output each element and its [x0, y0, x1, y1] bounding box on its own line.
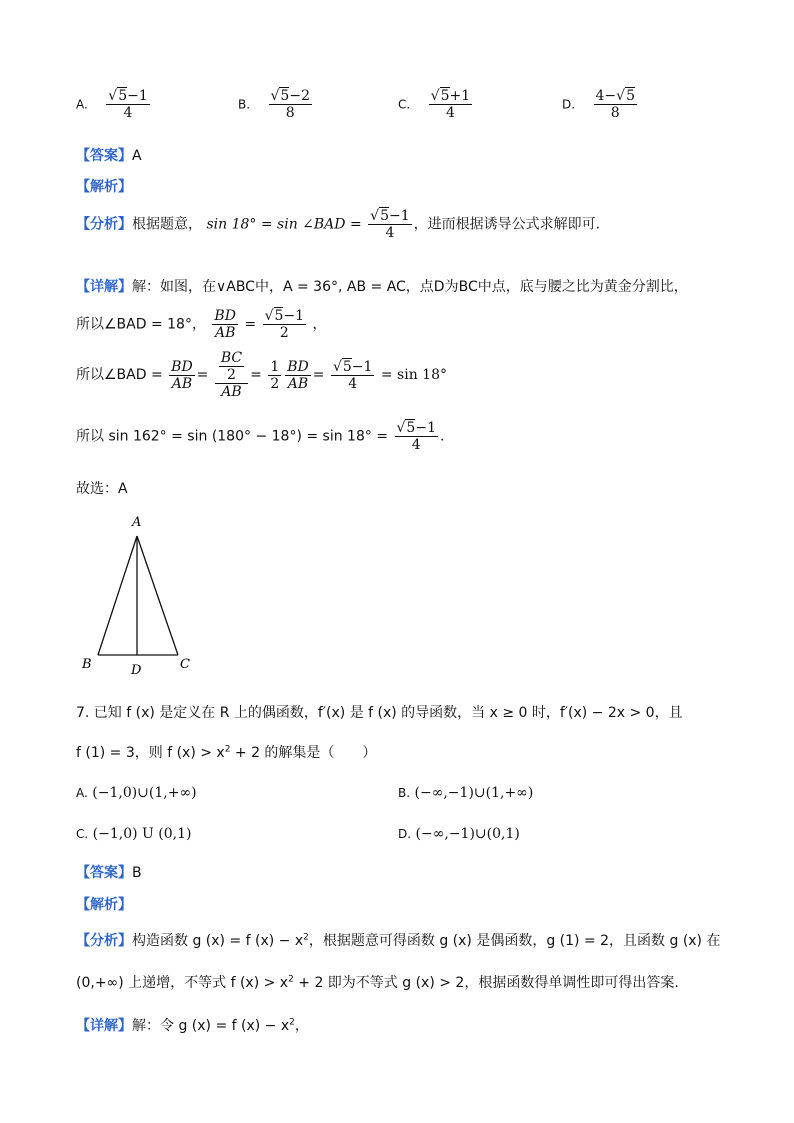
q7-fenxi-line2: (0,+∞) 上递增，不等式 f $(x) > x^2 + 2$ 即为不等式 g (x) > 2，根据函数得单调性即可得出答案.	[76, 974, 679, 991]
label-a: A	[132, 515, 142, 530]
q6-option-a: A. $\frac{√5-1}{4}$	[76, 88, 148, 122]
label-d: D	[131, 663, 142, 678]
triangle-figure	[76, 508, 206, 678]
label-b: B	[82, 657, 92, 672]
q7-option-b: B. (−∞,−1)∪(1,+∞)	[398, 785, 534, 801]
q6-xiangjie-line3: 所以∠BAD = $\frac{BD}{AB}$ = $\frac{\frac{BC}{2}}{AB}$ = $\frac{1}{2}$ $\frac{BD}{AB}$ = $\frac{√5-1}{4}$ = sin 18°	[76, 350, 447, 401]
q7-option-d: D. (−∞,−1)∪(0,1)	[398, 826, 520, 842]
q6-choose: 故选：A	[76, 481, 128, 497]
q7-stem-line1: 7. 已知 f (x) 是定义在 R 上的偶函数，f′(x) 是 f (x) 的导函数，当 x ≥ 0 时，f′(x) − 2x > 0，且	[76, 705, 683, 721]
q6-fenxi: 【分析】根据题意， sin 18° = sin ∠BAD = $\frac{√5-1}{4}$ ，进而根据诱导公式求解即可.	[76, 208, 601, 242]
side-ac	[137, 536, 178, 655]
q6-xiangjie-line1: 【详解】解：如图，在∨ABC中，A = 36°, AB = AC，点D为BC中点，底与腰之比为黄金分割比，	[76, 279, 688, 295]
q6-option-a-fraction: $\frac{√5-1}{4}$	[108, 88, 148, 122]
q6-analysis-tag: 【解析】	[76, 179, 132, 195]
q6-option-b-fraction: $\frac{√5-2}{8}$	[270, 88, 310, 122]
q7-fenxi-line1: 【分析】构造函数 g (x) = f $(x) - x^2$，根据题意可得函数 g (x) 是偶函数，g (1) = 2，且函数 g (x) 在	[76, 932, 721, 949]
q7-answer: 【答案】B	[76, 865, 142, 881]
q6-option-b: B. $\frac{√5-2}{8}$	[238, 88, 310, 122]
q6-option-d: D. $\frac{4-√5}{8}$	[562, 88, 635, 122]
q7-stem-line2: f (1) = 3，则 f $(x) > x^2 + 2$ 的解集是（ ）	[76, 744, 377, 761]
q7-option-a: A. (−1,0)∪(1,+∞)	[76, 785, 197, 801]
q6-option-d-fraction: $\frac{4-√5}{8}$	[595, 88, 635, 122]
q7-analysis-tag: 【解析】	[76, 897, 132, 913]
q6-xiangjie-line4: 所以 sin 162° = sin (180° − 18°) = sin 18° = $\frac{√5-1}{4}$ .	[76, 420, 445, 454]
q6-xiangjie-line2: 所以∠BAD = 18°， $\frac{BD}{AB}$ = $\frac{√5-1}{2}$ ，	[76, 308, 327, 342]
q7-xiangjie: 【详解】解：令 g (x) = f $(x) - x^2$，	[76, 1017, 309, 1034]
side-ab	[98, 536, 137, 655]
q6-option-c: C. $\frac{√5+1}{4}$	[398, 88, 471, 122]
label-c: C	[180, 657, 190, 672]
q7-option-c: C. (−1,0) U (0,1)	[76, 826, 192, 842]
q6-answer: 【答案】A	[76, 148, 142, 164]
q6-option-c-fraction: $\frac{√5+1}{4}$	[430, 88, 471, 122]
